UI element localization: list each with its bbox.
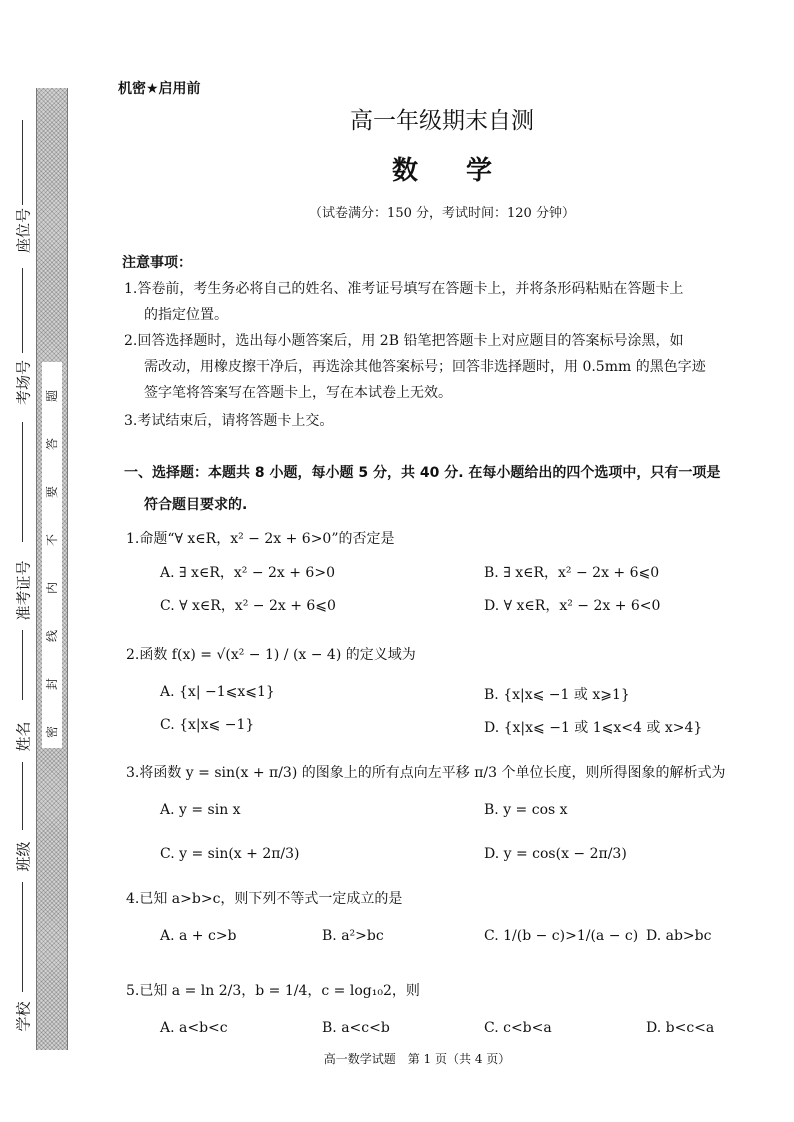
field-line xyxy=(22,268,23,353)
option-b: B. ∃ x∈R，x² − 2x + 6⩽0 xyxy=(484,565,660,581)
seal-char: 不 xyxy=(44,533,59,547)
field-name: 姓名 xyxy=(14,721,33,752)
option-d: D. ab>bc xyxy=(646,928,712,944)
notes-line: 签字笔将答案写在答题卡上，写在本试卷上无效。 xyxy=(144,385,452,401)
question-stem: 1.命题“∀ x∈R，x² − 2x + 6>0”的否定是 xyxy=(126,531,395,547)
field-line xyxy=(22,422,23,542)
question-stem: 4.已知 a>b>c，则下列不等式一定成立的是 xyxy=(126,891,403,907)
notes-line: 需改动，用橡皮擦干净后，再选涂其他答案标号；回答非选择题时，用 0.5mm 的黑色字迹 xyxy=(144,359,706,375)
question-stem: 2.函数 f(x) = √(x² − 1) / (x − 4) 的定义域为 xyxy=(126,647,416,663)
question-stem: 3.将函数 y = sin(x + π/3) 的图象上的所有点向左平移 π/3 个单位长度，则所得图象的解析式为 xyxy=(126,765,726,781)
option-c: C. {x|x⩽ −1} xyxy=(160,717,255,733)
field-class: 班级 xyxy=(14,841,33,872)
exam-title: 高一年级期末自测 xyxy=(350,108,534,134)
seal-char: 要 xyxy=(44,485,59,499)
field-school: 学校 xyxy=(14,1001,33,1032)
notes-line: 2.回答选择题时，选出每小题答案后，用 2B 铅笔把答题卡上对应题目的答案标号涂黑，如 xyxy=(124,333,684,349)
field-exam-room: 考场号 xyxy=(14,360,33,406)
option-b: B. y = cos x xyxy=(484,802,568,818)
option-d: D. {x|x⩽ −1 或 1⩽x<4 或 x>4} xyxy=(484,720,703,736)
notes-heading: 注意事项： xyxy=(122,255,192,271)
field-line xyxy=(22,630,23,700)
subject-title: 数学 xyxy=(391,156,540,186)
option-c: C. ∀ x∈R，x² − 2x + 6⩽0 xyxy=(160,598,336,614)
option-b: B. {x|x⩽ −1 或 x⩾1} xyxy=(484,687,630,703)
page-footer: 高一数学试题 第 1 页（共 4 页） xyxy=(323,1052,511,1066)
option-b: B. a²>bc xyxy=(322,928,384,944)
confidential-mark: 机密★启用前 xyxy=(118,81,201,97)
option-a: A. ∃ x∈R，x² − 2x + 6>0 xyxy=(160,565,335,581)
notes-line: 1.答卷前，考生务必将自己的姓名、准考证号填写在答题卡上，并将条形码粘贴在答题卡上 xyxy=(124,281,684,297)
option-a: A. a<b<c xyxy=(160,1020,228,1036)
notes-line: 的指定位置。 xyxy=(144,307,228,323)
seal-char: 线 xyxy=(44,629,59,643)
option-a: A. y = sin x xyxy=(160,802,241,818)
option-b: B. a<c<b xyxy=(322,1020,390,1036)
option-c: C. y = sin(x + 2π/3) xyxy=(160,846,300,862)
option-d: D. ∀ x∈R，x² − 2x + 6<0 xyxy=(484,598,661,614)
option-c: C. 1/(b − c)>1/(a − c) xyxy=(484,928,639,944)
exam-info: （试卷满分：150 分，考试时间：120 分钟） xyxy=(309,206,575,221)
option-a: A. a + c>b xyxy=(160,928,237,944)
seal-char: 密 xyxy=(44,725,59,739)
seal-char: 内 xyxy=(44,581,59,595)
seal-line-text xyxy=(42,362,62,748)
option-d: D. b<c<a xyxy=(646,1020,715,1036)
option-a: A. {x| −1⩽x⩽1} xyxy=(160,684,275,700)
field-line xyxy=(22,882,23,992)
question-stem: 5.已知 a = ln 2/3，b = 1/4，c = log₁₀2，则 xyxy=(126,983,420,999)
notes-line: 3.考试结束后，请将答题卡上交。 xyxy=(124,413,334,429)
option-c: C. c<b<a xyxy=(484,1020,552,1036)
field-ticket-number: 准考证号 xyxy=(14,560,33,621)
section-heading: 一、选择题：本题共 8 小题，每小题 5 分，共 40 分. 在每小题给出的四个选项中，只有一项是 xyxy=(124,465,721,481)
seal-char: 题 xyxy=(44,389,59,403)
section-heading-cont: 符合题目要求的. xyxy=(144,497,248,513)
field-seat-number: 座位号 xyxy=(14,208,33,254)
seal-char: 封 xyxy=(44,677,59,691)
option-d: D. y = cos(x − 2π/3) xyxy=(484,846,627,862)
field-line xyxy=(22,762,23,830)
seal-char: 答 xyxy=(44,437,59,451)
